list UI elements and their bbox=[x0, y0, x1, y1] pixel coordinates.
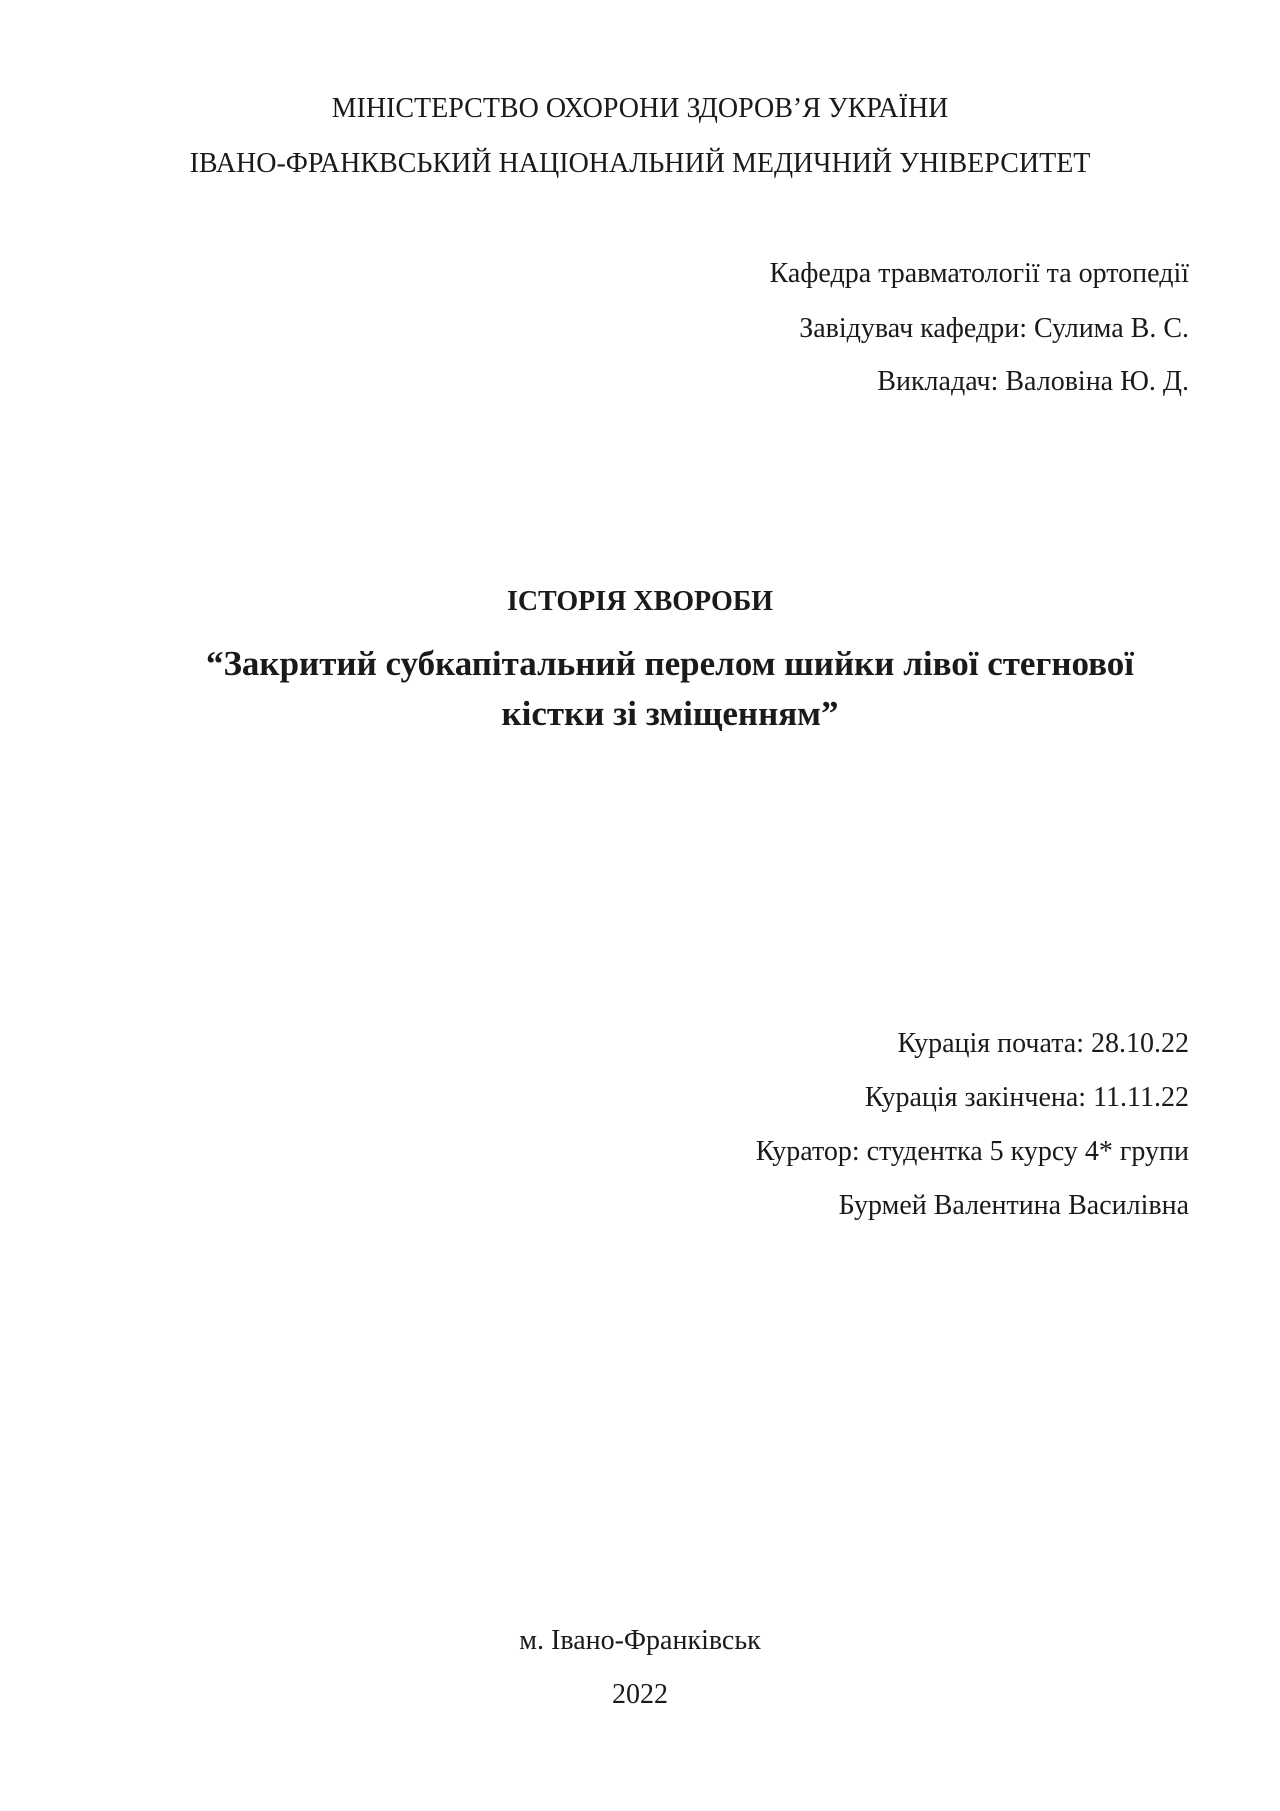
teacher: Викладач: Валовіна Ю. Д. bbox=[877, 366, 1189, 397]
diagnosis-topic-line-2: кістки зі зміщенням” bbox=[501, 694, 839, 733]
university-heading: ІВАНО-ФРАНКВСЬКИЙ НАЦІОНАЛЬНИЙ МЕДИЧНИЙ УНІВЕРСИТЕТ bbox=[189, 148, 1091, 179]
diagnosis-topic bbox=[140, 639, 1200, 739]
curation-start: Курація почата: 28.10.22 bbox=[897, 1028, 1189, 1059]
curator-info: Куратор: студентка 5 курсу 4* групи bbox=[755, 1136, 1189, 1167]
city: м. Івано-Франківськ bbox=[519, 1625, 761, 1656]
department-head: Завідувач кафедри: Сулима В. С. bbox=[799, 313, 1189, 344]
diagnosis-topic-line-1: “Закритий субкапітальний перелом шийки лівої стегнової bbox=[205, 644, 1135, 683]
ministry-heading: МІНІСТЕРСТВО ОХОРОНИ ЗДОРОВ’Я УКРАЇНИ bbox=[331, 93, 949, 124]
year: 2022 bbox=[612, 1679, 668, 1710]
curator-name: Бурмей Валентина Василівна bbox=[838, 1190, 1189, 1221]
document-title: ІСТОРІЯ ХВОРОБИ bbox=[506, 586, 774, 617]
curation-end: Курація закінчена: 11.11.22 bbox=[864, 1082, 1189, 1113]
department-name: Кафедра травматології та ортопедії bbox=[769, 258, 1189, 289]
